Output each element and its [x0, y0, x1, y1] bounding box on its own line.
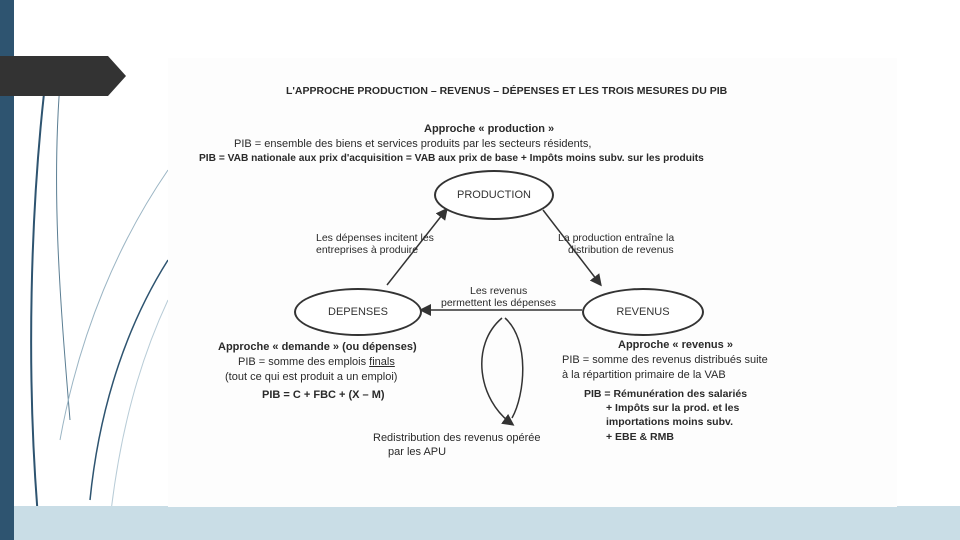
demand-line1-underlined: finals: [369, 356, 395, 368]
diagram-title: L'APPROCHE PRODUCTION – REVENUS – DÉPENSES ET LES TROIS MESURES DU PIB: [286, 85, 728, 97]
revenus-node: [582, 288, 704, 336]
left-arrow-label-line2: entreprises à produire: [316, 244, 419, 256]
right-arrow-label-line2: distribution de revenus: [568, 244, 674, 256]
revenus-node-label: REVENUS: [616, 306, 670, 318]
income-approach-line2: à la répartition primaire de la VAB: [562, 369, 726, 381]
depenses-node: [294, 288, 422, 336]
demand-approach-line1: [238, 356, 395, 369]
income-approach-formula1: PIB = Rémunération des salariés: [584, 388, 748, 400]
income-approach-heading: Approche « revenus »: [618, 339, 733, 351]
left-arrow-label-line1: Les dépenses incitent les: [316, 232, 434, 244]
income-approach-formula3: importations moins subv.: [606, 416, 733, 428]
income-approach-formula4: + EBE & RMB: [606, 431, 674, 443]
income-approach-formula2: + Impôts sur la prod. et les: [606, 402, 740, 414]
production-node: [434, 170, 554, 220]
demand-approach-line2: (tout ce qui est produit a un emploi): [225, 371, 398, 383]
redistribution-line2: par les APU: [388, 446, 447, 458]
production-approach-line2: PIB = VAB nationale aux prix d'acquisition = VAB aux prix de base + Impôts moins subv. sur les produits: [199, 153, 704, 164]
production-node-label: PRODUCTION: [457, 189, 531, 201]
income-approach-line1: PIB = somme des revenus distribués suite: [562, 354, 768, 366]
demand-approach-heading: Approche « demande » (ou dépenses): [218, 341, 417, 353]
demand-line1-prefix: PIB = somme des emplois: [238, 356, 370, 368]
production-approach-line1: PIB = ensemble des biens et services produits par les secteurs résidents,: [234, 138, 592, 150]
redistribution-line1: Redistribution des revenus opérée: [373, 432, 541, 444]
bottom-arrow-label-line1: Les revenus: [470, 285, 528, 297]
right-arrow-label-line1: La production entraîne la: [558, 232, 675, 244]
bottom-arrow-label-line2: permettent les dépenses: [441, 297, 556, 309]
demand-approach-formula: PIB = C + FBC + (X – M): [262, 389, 385, 401]
production-approach-heading: Approche « production »: [424, 123, 555, 135]
depenses-node-label: DEPENSES: [328, 306, 388, 318]
